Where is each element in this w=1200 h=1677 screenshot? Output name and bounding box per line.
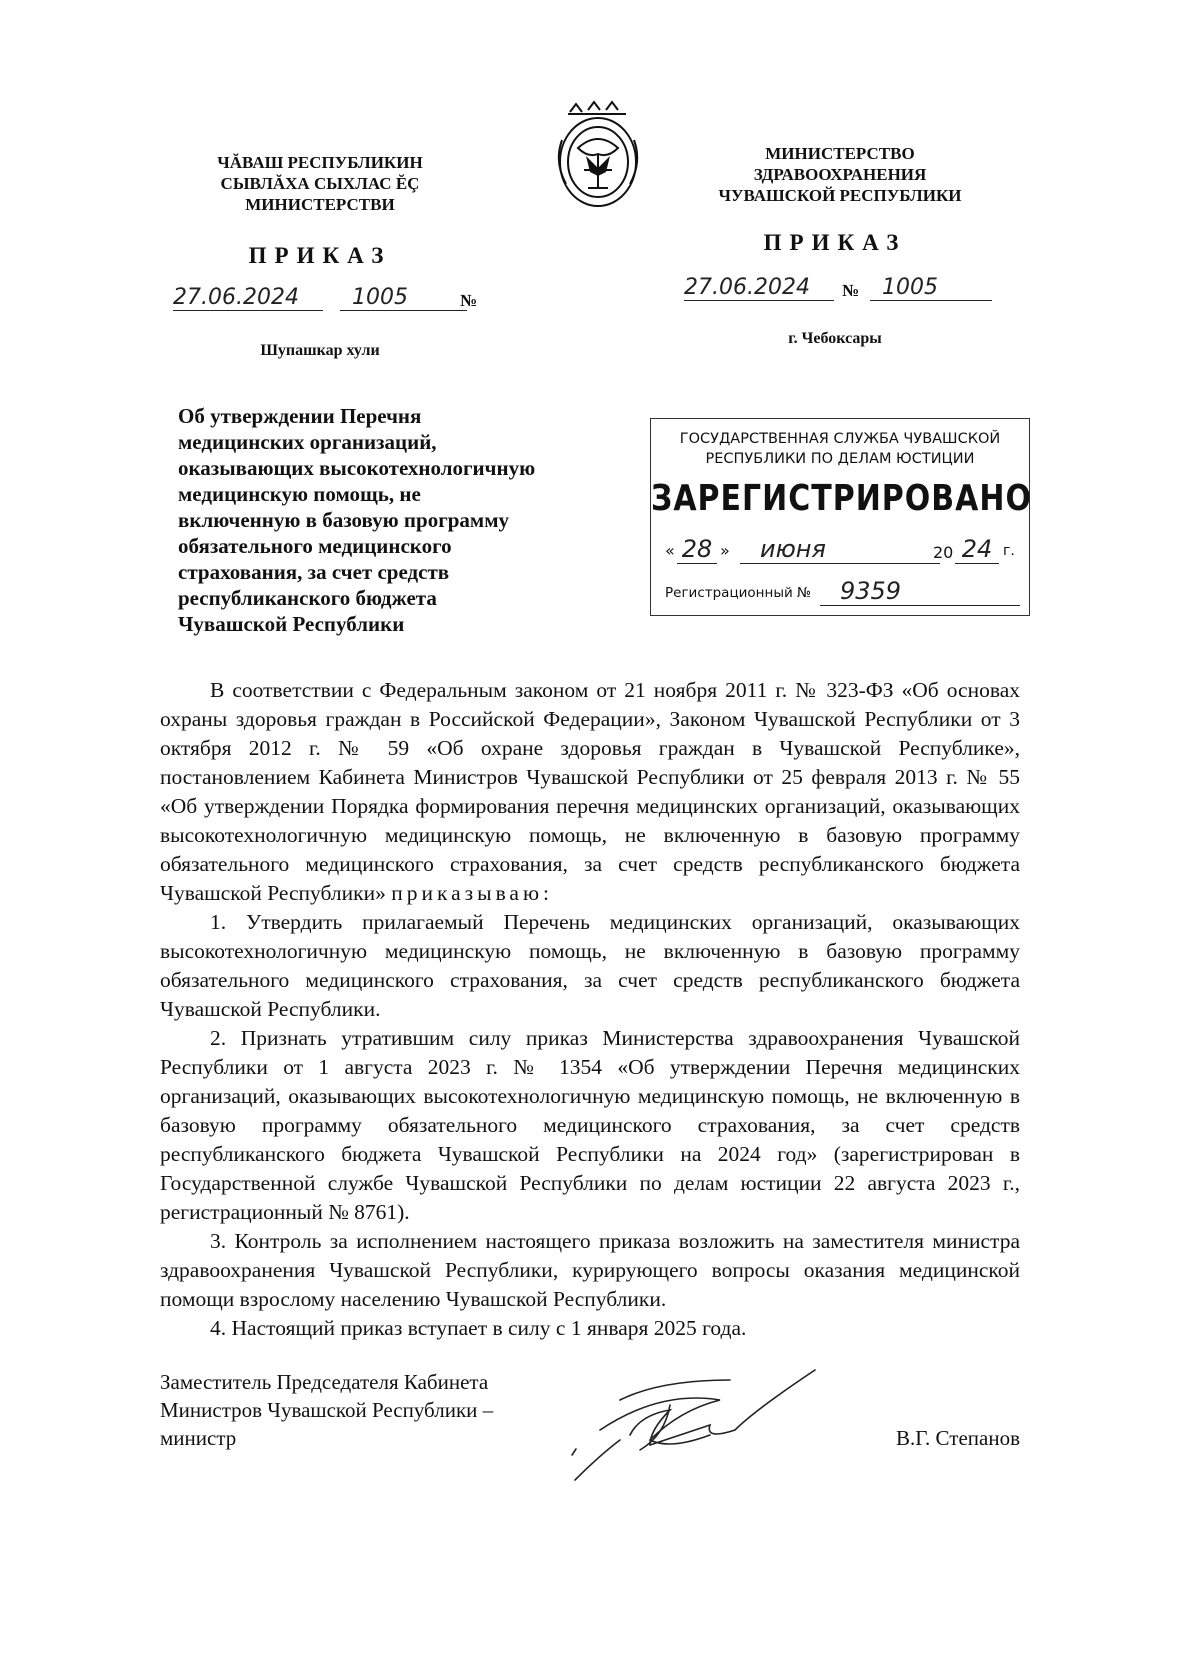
subject-line: включенную в базовую программу [178,508,510,532]
stamp-reg-line [665,577,1025,607]
left-place: Шупашкар хули [260,342,380,359]
right-header-ministry [680,143,1000,206]
order-word: приказываю: [391,881,554,905]
left-date-number-line [165,285,485,321]
stamp-line2: РЕСПУБЛИКИ ПО ДЕЛАМ ЮСТИЦИИ [705,451,975,467]
left-header-line1: ЧĂВАШ РЕСПУБЛИКИН [217,153,423,172]
document-subject [178,403,588,637]
right-header-line1: МИНИСТЕРСТВО [765,144,915,163]
stamp-reg-number: 9359 [820,577,1020,606]
left-header-ministry [160,152,480,215]
left-number: 1005 [340,285,467,311]
subject-line: Об утверждении Перечня [178,404,422,428]
right-doc-type: ПРИКАЗ [763,230,907,255]
preamble-paragraph [160,676,1020,908]
order-item-3: 3. Контроль за исполнением настоящего приказа возложить на заместителя министра здравоохранения Чувашской Республики, курирующего вопросы оказания медицинской помощи взрослому населению Чувашской Республики. [160,1229,1020,1311]
stamp-date-line: « 28 » июня 20 24 г. [665,535,1015,563]
stamp-day: 28 [677,535,717,564]
stamp-month: июня [740,535,940,564]
stamp-title: ЗАРЕГИСТРИРОВАНО [651,477,1032,520]
stamp-line1: ГОСУДАРСТВЕННАЯ СЛУЖБА ЧУВАШСКОЙ [679,431,1001,447]
left-number-sign: № [460,291,478,310]
subject-line: республиканского бюджета [178,586,437,610]
preamble-text: В соответствии с Федеральным законом от 21 ноября 2011 г. № 323-ФЗ «Об основах охраны здоровья граждан в Российской Федерации», Законом Чувашской Республики от 3 октября 2012 г. № 59 «Об охране здоровья граждан в Чувашской Республике», постановлением Кабинета Министров Чувашской Республики от 25 февраля 2013 г. № 55 «Об утверждении Порядка формирования перечня медицинских организаций, оказывающих высокотехнологичную медицинскую помощь, не включенную в базовую программу обязательного медицинского страхования, за счет средств республиканского бюджета Чувашской Республики» [160,678,1020,905]
left-header-line3: МИНИСТЕРСТВИ [245,195,395,214]
right-date-number-line [680,275,1000,311]
right-header-line3: ЧУВАШСКОЙ РЕСПУБЛИКИ [718,186,962,205]
subject-line: оказывающих высокотехнологичную [178,456,536,480]
subject-line: медицинских организаций, [178,430,437,454]
order-item-1: 1. Утвердить прилагаемый Перечень медицинских организаций, оказывающих высокотехнологичную медицинскую помощь, не включенную в базовую программу обязательного медицинского страхования, за счет средств республиканского бюджета Чувашской Республики. [160,910,1020,1021]
order-item-4: 4. Настоящий приказ вступает в силу с 1 января 2025 года. [210,1316,747,1340]
position-line3: министр [160,1426,237,1450]
handwritten-signature [560,1345,840,1490]
signatory-position [160,1368,580,1452]
stamp-year-suffix: 24 [955,535,999,564]
subject-line: страхования, за счет средств [178,560,450,584]
left-date: 27.06.2024 [173,285,323,311]
right-number: 1005 [870,275,992,301]
position-line1: Заместитель Председателя Кабинета [160,1370,489,1394]
left-header-line2: СЫВЛĂХА СЫХЛАС ĔÇ [220,174,420,193]
stamp-year-unit: г. [1003,543,1015,559]
right-header-line2: ЗДРАВООХРАНЕНИЯ [753,165,927,184]
signatory-name: В.Г. Степанов [896,1426,1020,1450]
order-item-2: 2. Признать утратившим силу приказ Министерства здравоохранения Чувашской Республики от 1 августа 2023 г. № 1354 «Об утверждении Перечня медицинских организаций, оказывающих высокотехнологичную медицинскую помощь, не включенную в базовую программу обязательного медицинского страхования, за счет средств республиканского бюджета Чувашской Республики на 2024 год» (зарегистрирован в Государственной службе Чувашской Республики по делам юстиции 22 августа 2023 г., регистрационный № 8761). [160,1026,1020,1224]
right-number-sign: № [842,281,860,300]
subject-line: медицинскую помощь, не [178,482,421,506]
position-line2: Министров Чувашской Республики – [160,1398,494,1422]
right-place: г. Чебоксары [788,330,882,347]
left-doc-type: ПРИКАЗ [248,243,392,268]
order-body [160,676,1020,1343]
right-date: 27.06.2024 [684,275,834,301]
subject-line: Чувашской Республики [178,612,405,636]
coat-of-arms-emblem [548,100,648,212]
stamp-year-prefix: 20 [933,543,954,562]
subject-line: обязательного медицинского [178,534,452,558]
registration-stamp [650,418,1030,616]
stamp-reg-label: Регистрационный № [665,585,812,601]
